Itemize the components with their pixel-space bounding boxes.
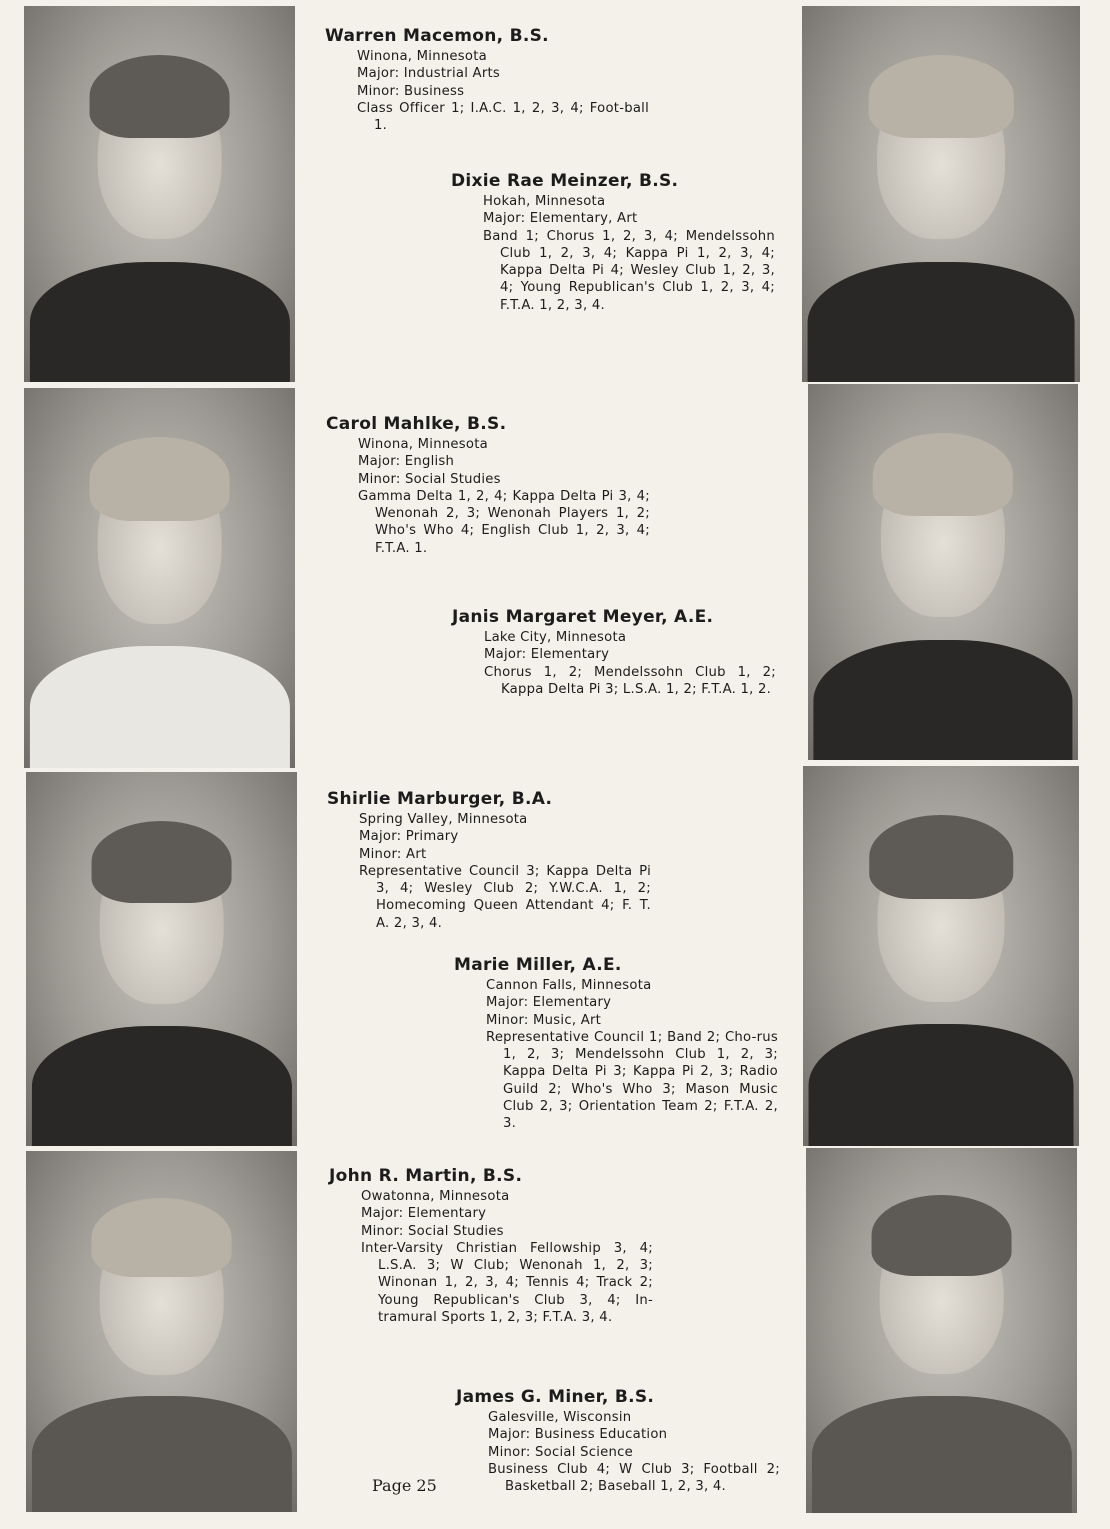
student-minor: Minor: Social Science	[488, 1444, 633, 1460]
student-entry	[451, 170, 775, 314]
portrait-john-r-martin	[26, 1151, 297, 1512]
student-major: Major: Elementary	[361, 1206, 487, 1222]
student-entry	[325, 25, 649, 134]
student-hometown: Spring Valley, Minnesota	[359, 812, 528, 827]
student-entry	[327, 788, 651, 932]
student-major: Major: Elementary	[484, 647, 610, 663]
student-name: Janis Margaret Meyer, A.E.	[452, 607, 714, 627]
student-activities: Chorus 1, 2; Mendelssohn Club 1, 2; Kappa Delta Pi 3; L.S.A. 1, 2; F.T.A. 1, 2.	[484, 664, 776, 697]
student-entry	[452, 606, 776, 698]
portrait-james-g-miner	[806, 1148, 1077, 1513]
student-activities: Representative Council 1; Band 2; Cho-rus 1, 2, 3; Mendelssohn Club 1, 2, 3; Kappa Delta Pi 3; Kappa Pi 2, 3; Radio Guild 2; Who's Who 3; Mason Music Club 2, 3; Orientation Team 2; F.T.A. 2, 3.	[486, 1029, 778, 1132]
student-hometown: Lake City, Minnesota	[484, 630, 627, 645]
student-name: John R. Martin, B.S.	[329, 1166, 523, 1186]
student-activities: Inter-Varsity Christian Fellowship 3, 4; L.S.A. 3; W Club; Wenonah 1, 2, 3; Winonan 1, 2, 3, 4; Tennis 4; Track 2; Young Republican's Club 3, 4; In-tramural Sports 1, 2, 3; F.T.A. 3, 4.	[361, 1240, 653, 1326]
page-number: Page 25	[372, 1476, 437, 1495]
student-name: James G. Miner, B.S.	[456, 1387, 655, 1407]
student-major: Major: Elementary	[486, 995, 612, 1011]
student-activities: Class Officer 1; I.A.C. 1, 2, 3, 4; Foot-ball 1.	[357, 100, 649, 134]
student-hometown: Cannon Falls, Minnesota	[486, 978, 652, 993]
student-entry	[326, 413, 650, 557]
student-hometown: Galesville, Wisconsin	[488, 1410, 632, 1425]
portrait-carol-mahlke	[24, 388, 295, 768]
student-activities: Business Club 4; W Club 3; Football 2; Basketball 2; Baseball 1, 2, 3, 4.	[488, 1461, 780, 1495]
student-major: Major: Primary	[359, 829, 459, 845]
student-name: Warren Macemon, B.S.	[325, 26, 549, 46]
student-major: Major: English	[358, 454, 455, 470]
student-minor: Minor: Social Studies	[358, 471, 501, 487]
student-activities: Representative Council 3; Kappa Delta Pi 3, 4; Wesley Club 2; Y.W.C.A. 1, 2; Homecoming Queen Attendant 4; F. T. A. 2, 3, 4.	[359, 863, 651, 931]
student-hometown: Owatonna, Minnesota	[361, 1189, 510, 1204]
student-minor: Minor: Music, Art	[486, 1012, 602, 1028]
portrait-warren-macemon	[24, 6, 295, 382]
student-minor: Minor: Art	[359, 846, 427, 862]
student-hometown: Winona, Minnesota	[357, 49, 487, 64]
student-major: Major: Business Education	[488, 1427, 668, 1443]
portrait-dixie-rae-meinzer	[802, 6, 1080, 382]
student-hometown: Hokah, Minnesota	[483, 194, 606, 209]
portrait-shirlie-marburger	[26, 772, 297, 1146]
student-name: Marie Miller, A.E.	[454, 955, 622, 975]
student-name: Carol Mahlke, B.S.	[326, 414, 507, 434]
student-minor: Minor: Business	[357, 83, 465, 99]
student-entry	[329, 1165, 653, 1326]
student-hometown: Winona, Minnesota	[358, 437, 488, 452]
student-entry	[454, 954, 778, 1133]
student-entry	[456, 1386, 780, 1495]
student-minor: Minor: Social Studies	[361, 1223, 504, 1239]
portrait-janis-margaret-meyer	[808, 384, 1078, 760]
student-activities: Gamma Delta 1, 2, 4; Kappa Delta Pi 3, 4; Wenonah 2, 3; Wenonah Players 1, 2; Who's Who 4; English Club 1, 2, 3, 4; F.T.A. 1.	[358, 488, 650, 556]
student-major: Major: Industrial Arts	[357, 66, 501, 82]
student-name: Dixie Rae Meinzer, B.S.	[451, 171, 679, 191]
student-activities: Band 1; Chorus 1, 2, 3, 4; Mendelssohn Club 1, 2, 3, 4; Kappa Pi 1, 2, 3, 4; Kappa Delta Pi 4; Wesley Club 1, 2, 3, 4; Young Republican's Club 1, 2, 3, 4; F.T.A. 1, 2, 3, 4.	[483, 228, 775, 313]
student-name: Shirlie Marburger, B.A.	[327, 789, 553, 809]
student-major: Major: Elementary, Art	[483, 211, 638, 227]
portrait-marie-miller	[803, 766, 1079, 1146]
